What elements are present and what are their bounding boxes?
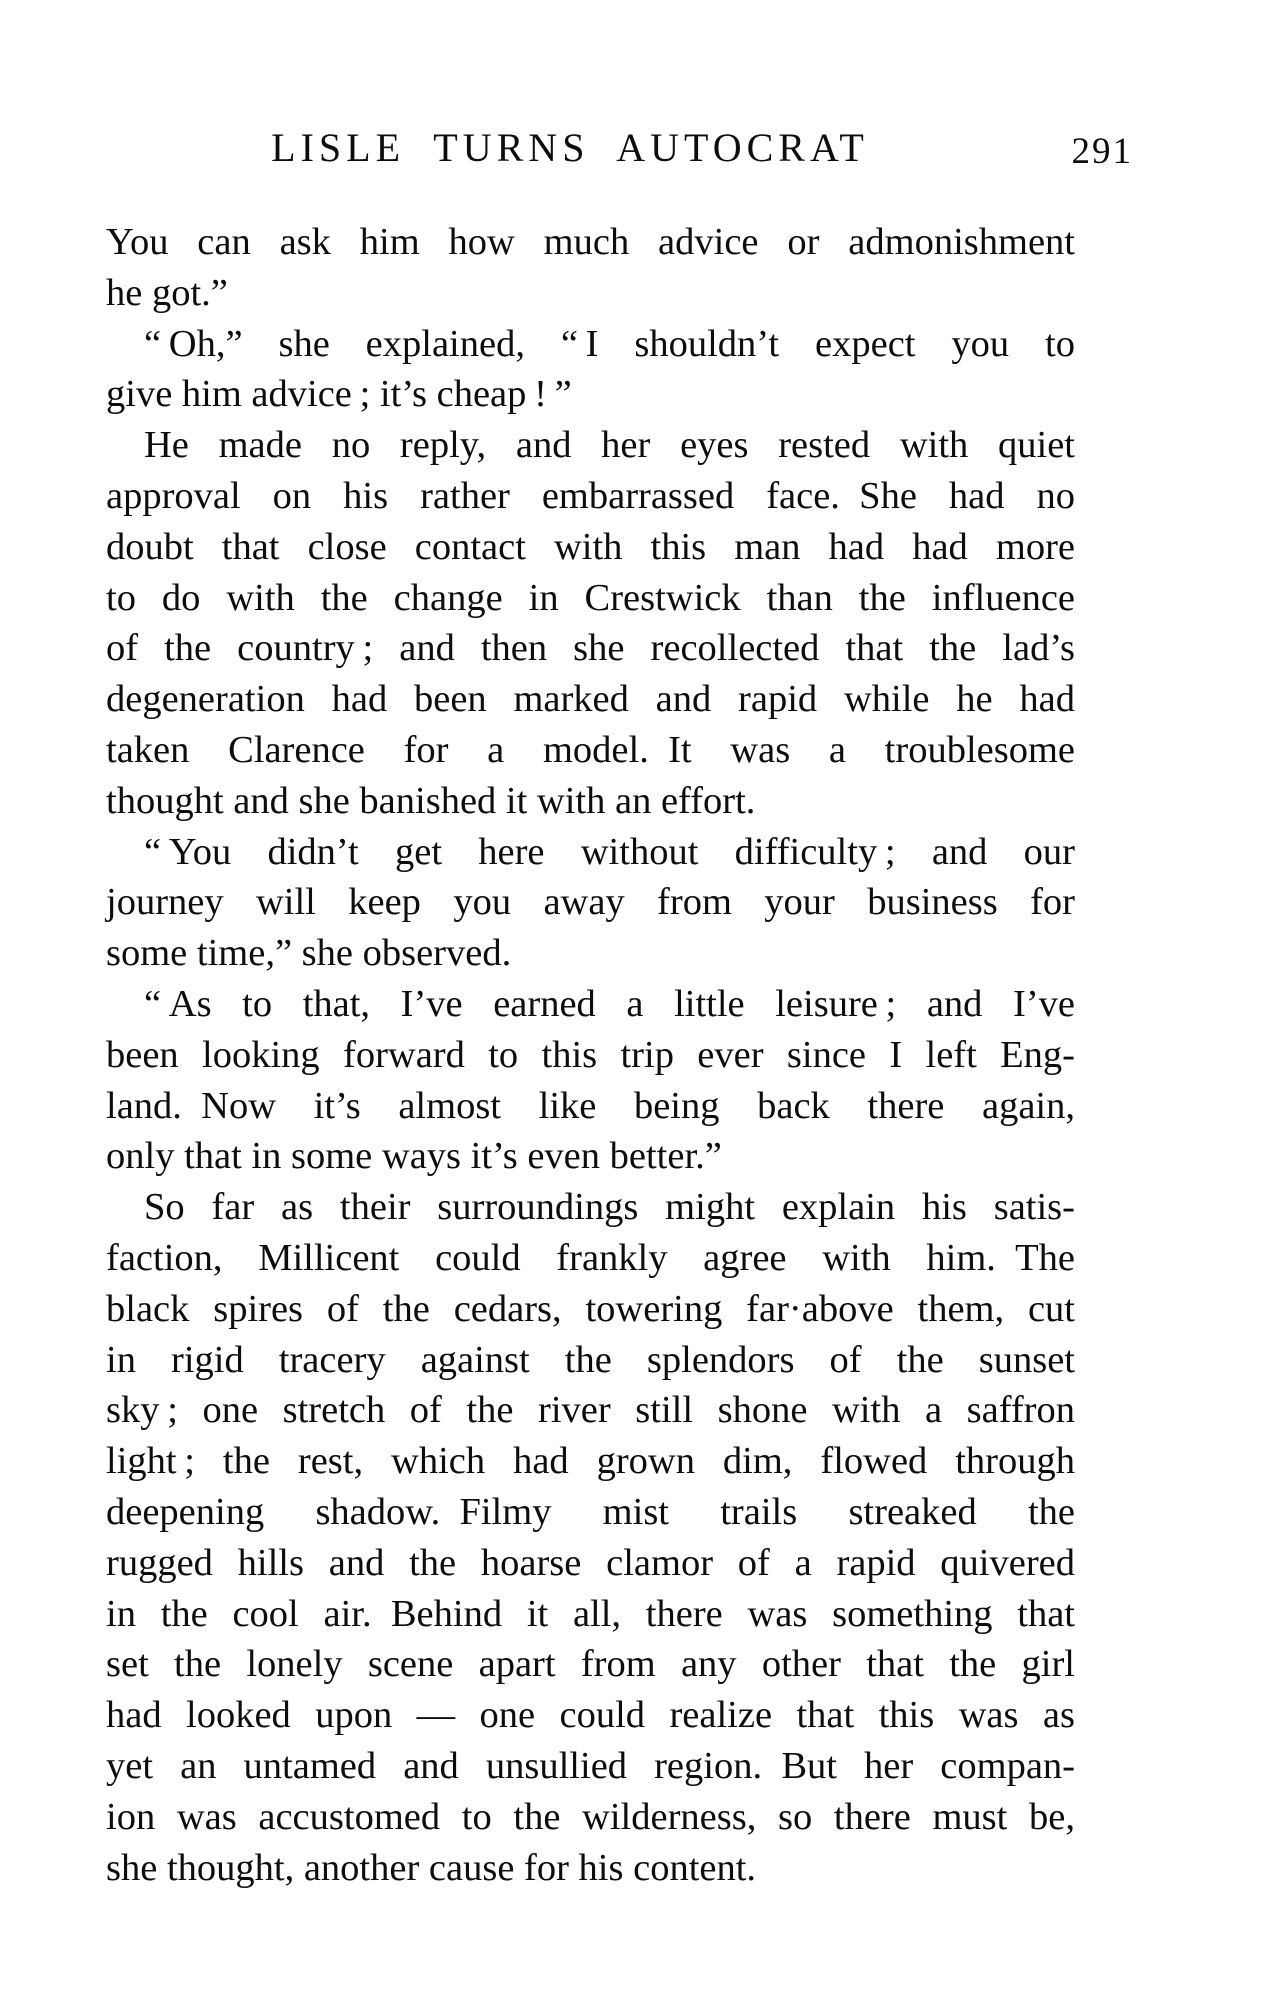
- text-line: faction, Millicent could frankly agree with him. The: [106, 1236, 1075, 1279]
- text-line: yet an untamed and unsullied region. But her compan-: [106, 1744, 1075, 1787]
- text-line: He made no reply, and her eyes rested with quiet: [144, 424, 1075, 467]
- text-line: degeneration had been marked and rapid while he had: [106, 678, 1075, 721]
- text-line: in rigid tracery against the splendors of the sunset: [106, 1338, 1075, 1381]
- text-line: “ You didn’t get here without difficulty ; and our: [144, 830, 1075, 873]
- text-line: had looked upon — one could realize that this was as: [106, 1694, 1075, 1737]
- text-line: thought and she banished it with an effort.: [106, 779, 756, 822]
- text-line: some time,” she observed.: [106, 932, 512, 975]
- text-line: “ As to that, I’ve earned a little leisure ; and I’ve: [144, 982, 1075, 1025]
- page-text: [106, 217, 1075, 1893]
- text-line: been looking forward to this trip ever since I left Eng-: [106, 1033, 1075, 1076]
- text-line: to do with the change in Crestwick than the influence: [106, 576, 1075, 619]
- text-line: ion was accustomed to the wilderness, so there must be,: [106, 1795, 1075, 1838]
- page-number: 291: [1071, 131, 1133, 172]
- text-line: “ Oh,” she explained, “ I shouldn’t expect you to: [144, 322, 1075, 365]
- text-line: black spires of the cedars, towering far·above them, cut: [106, 1287, 1075, 1330]
- text-line: light ; the rest, which had grown dim, flowed through: [106, 1440, 1075, 1483]
- text-line: of the country ; and then she recollected that the lad’s: [106, 627, 1075, 670]
- text-line: in the cool air. Behind it all, there was something that: [106, 1592, 1075, 1635]
- text-line: land. Now it’s almost like being back there again,: [106, 1084, 1075, 1127]
- text-line: deepening shadow. Filmy mist trails streaked the: [106, 1490, 1075, 1533]
- text-line: You can ask him how much advice or admonishment: [106, 221, 1075, 263]
- text-line: set the lonely scene apart from any other that the girl: [106, 1643, 1075, 1686]
- running-head-title: LISLE TURNS AUTOCRAT: [271, 125, 869, 170]
- text-line: taken Clarence for a model. It was a troublesome: [106, 728, 1075, 771]
- text-line: So far as their surroundings might explain his satis-: [144, 1186, 1075, 1229]
- text-line: approval on his rather embarrassed face. She had no: [106, 474, 1075, 517]
- text-line: she thought, another cause for his content.: [106, 1846, 757, 1889]
- text-line: rugged hills and the hoarse clamor of a rapid quivered: [106, 1541, 1075, 1584]
- text-line: sky ; one stretch of the river still shone with a saffron: [106, 1389, 1075, 1432]
- text-line: only that in some ways it’s even better.”: [106, 1135, 722, 1178]
- text-line: give him advice ; it’s cheap ! ”: [106, 373, 572, 416]
- text-line: he got.”: [106, 271, 228, 314]
- text-line: journey will keep you away from your business for: [106, 881, 1075, 924]
- text-line: doubt that close contact with this man had had more: [106, 525, 1075, 568]
